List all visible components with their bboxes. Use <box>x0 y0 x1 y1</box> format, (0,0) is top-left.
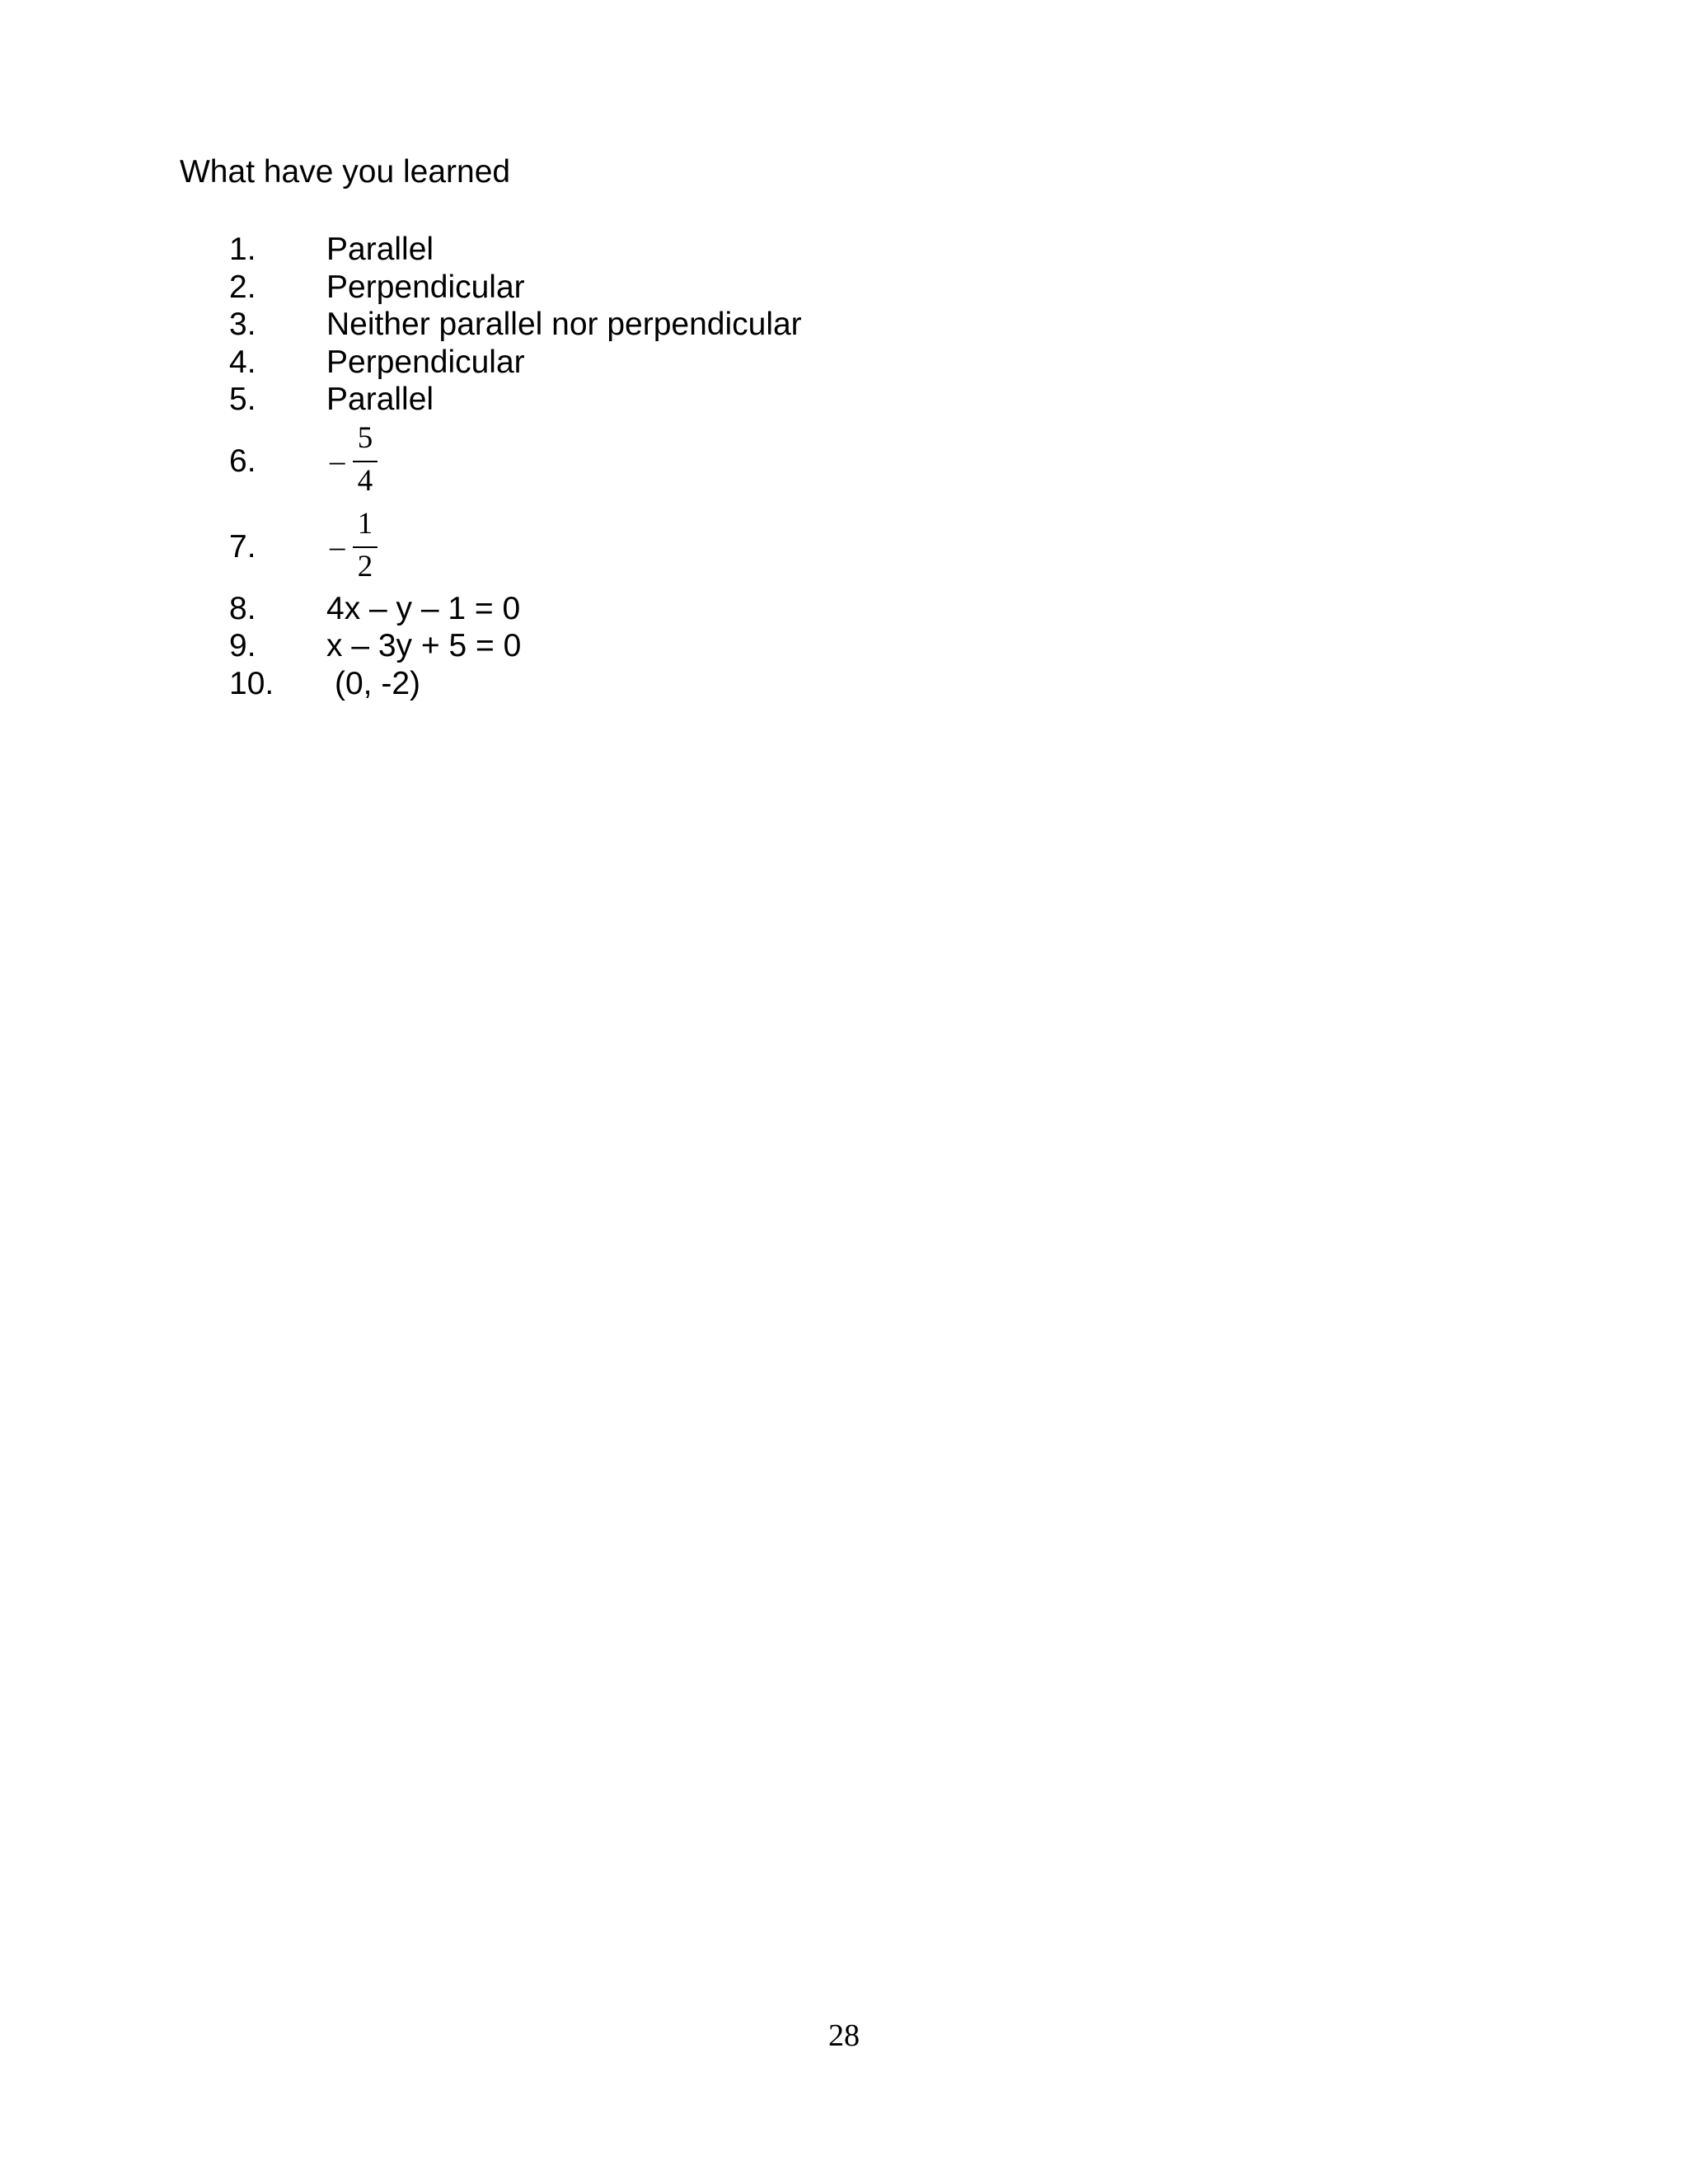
answer-number: 8. <box>229 590 256 626</box>
answer-text: (0, -2) <box>335 665 421 701</box>
answer-item <box>229 231 1218 269</box>
answer-item <box>229 269 1218 307</box>
answer-number: 9. <box>229 628 256 663</box>
answer-number: 3. <box>229 307 256 342</box>
fraction-sign: – <box>330 443 345 478</box>
answer-text: Perpendicular <box>326 344 525 380</box>
fraction-answer <box>326 508 392 587</box>
answer-item <box>229 504 1218 590</box>
answer-item <box>229 381 1218 419</box>
answer-text: x – 3y + 5 = 0 <box>326 628 522 663</box>
answer-number: 2. <box>229 269 256 305</box>
answer-item <box>229 590 1218 628</box>
fraction-denominator: 2 <box>357 549 373 583</box>
answer-number: 4. <box>229 344 256 380</box>
answer-item <box>229 419 1218 504</box>
answer-list <box>229 231 1218 702</box>
fraction-denominator: 4 <box>357 463 373 498</box>
answer-text: 4x – y – 1 = 0 <box>326 590 521 626</box>
answer-number: 6. <box>229 443 256 479</box>
fraction-bar <box>353 461 377 462</box>
fraction-answer <box>326 422 392 501</box>
section-heading: What have you learned <box>180 154 511 190</box>
answer-item <box>229 665 1218 703</box>
answer-item <box>229 306 1218 344</box>
answer-number: 10. <box>229 665 274 701</box>
page-number: 28 <box>828 2018 860 2053</box>
answer-item <box>229 627 1218 665</box>
answer-number: 5. <box>229 382 256 417</box>
fraction-bar <box>353 546 377 548</box>
answer-item <box>229 344 1218 382</box>
fraction-sign: – <box>330 529 345 564</box>
answer-number: 7. <box>229 528 256 565</box>
answer-number: 1. <box>229 232 256 267</box>
answer-text: Parallel <box>326 382 434 417</box>
answer-text: Parallel <box>326 232 434 267</box>
answer-text: Neither parallel nor perpendicular <box>326 307 802 342</box>
fraction-numerator: 5 <box>357 420 373 455</box>
fraction-numerator: 1 <box>357 506 373 541</box>
answer-text: Perpendicular <box>326 269 525 305</box>
